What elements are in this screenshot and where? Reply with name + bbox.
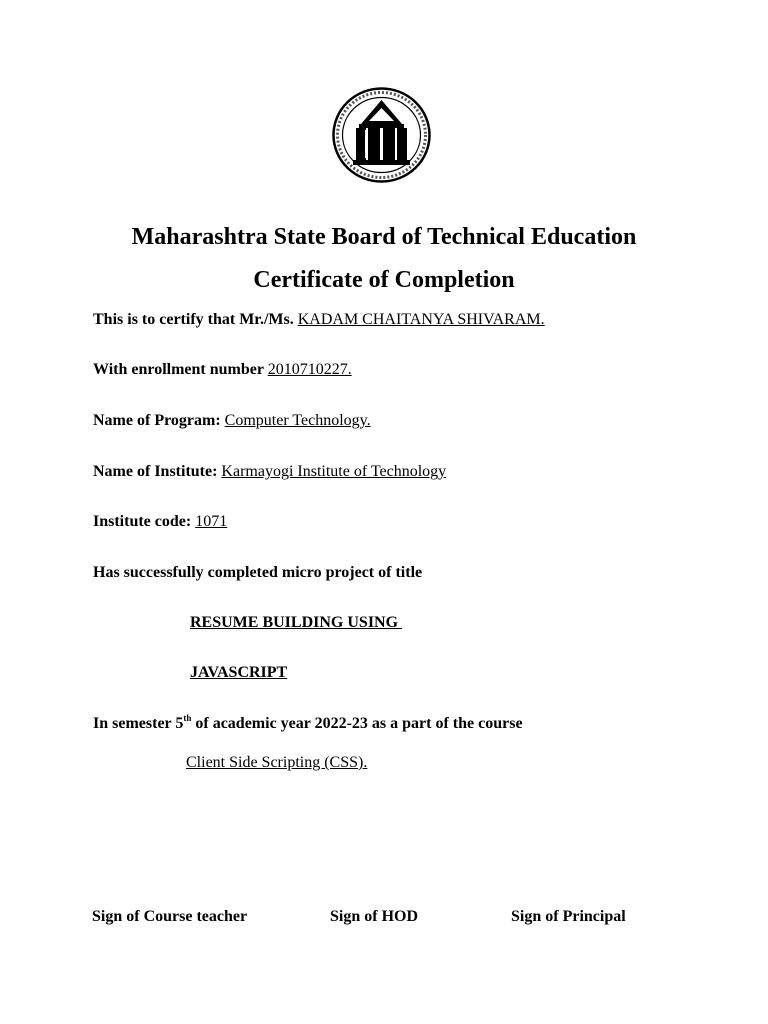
sign-principal: Sign of Principal — [511, 908, 626, 925]
completed-line: Has successfully completed micro project of title — [93, 564, 423, 581]
enrollment-line — [93, 360, 352, 380]
msbte-logo — [331, 86, 432, 184]
program-name: Computer Technology. — [224, 412, 371, 429]
project-title-2: JAVASCRIPT — [190, 664, 288, 681]
enrollment-prefix: With enrollment number — [93, 361, 264, 378]
semester-line — [93, 714, 523, 734]
institute-prefix: Name of Institute: — [93, 463, 218, 480]
certificate-title: Certificate of Completion — [253, 267, 515, 293]
course-name: Client Side Scripting (CSS). — [186, 754, 368, 771]
certify-line — [93, 310, 545, 330]
program-prefix: Name of Program: — [93, 412, 221, 429]
program-line — [93, 411, 371, 431]
board-name: Maharashtra State Board of Technical Education — [131, 224, 637, 250]
institute-code-line — [93, 512, 227, 532]
sign-course-teacher: Sign of Course teacher — [92, 908, 248, 925]
semester-prefix: In semester 5 — [93, 715, 184, 732]
institute-line — [93, 462, 446, 482]
institute-code-prefix: Institute code: — [93, 513, 192, 530]
student-name: KADAM CHAITANYA SHIVARAM. — [297, 311, 545, 328]
semester-rest: of academic year 2022-23 as a part of the course — [195, 715, 523, 732]
institute-code: 1071 — [195, 513, 228, 530]
semester-suffix: th — [183, 713, 192, 723]
course-line — [186, 753, 367, 773]
sign-hod: Sign of HOD — [330, 908, 419, 925]
project-title-line-2 — [190, 663, 287, 683]
project-title-1: RESUME BUILDING USING — [190, 614, 403, 631]
project-title-line-1 — [190, 613, 402, 633]
certify-prefix: This is to certify that Mr./Ms. — [93, 311, 294, 328]
institute-name: Karmayogi Institute of Technology — [221, 463, 447, 480]
enrollment-number: 2010710227. — [267, 361, 352, 378]
